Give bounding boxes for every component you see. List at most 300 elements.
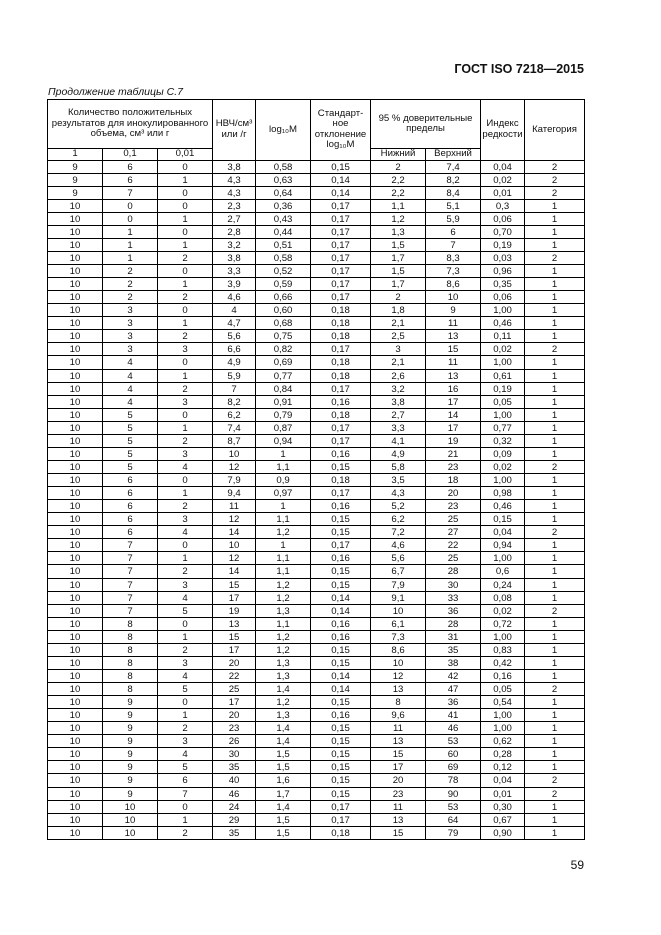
table-cell: 9 [103,774,158,787]
table-cell: 10 [48,317,103,330]
table-row [48,474,585,487]
table-cell: 7,3 [426,265,481,278]
table-cell: 0,64 [256,186,311,199]
table-row [48,487,585,500]
table-cell: 1,00 [481,630,525,643]
table-cell: 12 [213,460,256,473]
table-cell: 4,7 [213,317,256,330]
table-row [48,617,585,630]
table-cell: 17 [213,643,256,656]
table-cell: 2 [103,278,158,291]
table-cell: 0,98 [481,487,525,500]
table-cell: 10 [103,813,158,826]
table-cell: 0,06 [481,212,525,225]
table-cell: 23 [213,722,256,735]
table-cell: 0,18 [311,304,371,317]
table-cell: 0,51 [256,238,311,251]
table-cell: 0,14 [311,683,371,696]
table-row [48,578,585,591]
table-cell: 90 [426,787,481,800]
table-cell: 0,60 [256,304,311,317]
table-cell: 10 [48,735,103,748]
table-cell: 10 [48,643,103,656]
table-cell: 0,77 [256,369,311,382]
table-cell: 5 [158,683,213,696]
table-cell: 0,17 [311,813,371,826]
table-cell: 0,15 [481,513,525,526]
table-cell: 12 [213,552,256,565]
table-cell: 1 [158,630,213,643]
table-cell: 6 [426,225,481,238]
table-cell: 9 [48,186,103,199]
table-cell: 10 [48,526,103,539]
table-cell: 17 [213,696,256,709]
table-row [48,709,585,722]
table-cell: 6 [103,173,158,186]
table-row [48,591,585,604]
table-cell: 3 [103,304,158,317]
table-cell: 10 [48,265,103,278]
table-cell: 4 [103,369,158,382]
table-cell: 2 [158,291,213,304]
table-cell: 10 [103,826,158,839]
table-cell: 1 [525,304,585,317]
table-cell: 10 [48,460,103,473]
table-cell: 12 [371,669,426,682]
header-volume-2: 0,1 [103,149,158,161]
table-cell: 1,4 [256,722,311,735]
table-cell: 10 [48,748,103,761]
table-cell: 1 [158,552,213,565]
table-cell: 9 [103,735,158,748]
table-cell: 0,04 [481,526,525,539]
table-cell: 1 [525,578,585,591]
table-cell: 2 [158,382,213,395]
table-cell: 1,5 [256,826,311,839]
table-cell: 1,2 [256,526,311,539]
table-cell: 0 [158,408,213,421]
table-cell: 1,3 [256,669,311,682]
table-cell: 2 [103,291,158,304]
table-cell: 2 [158,330,213,343]
table-cell: 5 [103,421,158,434]
table-row [48,186,585,199]
table-cell: 10 [371,604,426,617]
table-cell: 0,83 [481,643,525,656]
table-cell: 53 [426,800,481,813]
table-cell: 0,17 [311,539,371,552]
table-cell: 1 [525,748,585,761]
table-cell: 6 [103,513,158,526]
table-cell: 0,17 [311,291,371,304]
table-cell: 0,82 [256,343,311,356]
table-cell: 13 [426,369,481,382]
table-cell: 0,15 [311,578,371,591]
table-cell: 13 [371,683,426,696]
table-cell: 0,09 [481,447,525,460]
table-cell: 17 [371,761,426,774]
table-cell: 0,14 [311,604,371,617]
table-cell: 0,32 [481,434,525,447]
table-cell: 5,2 [371,500,426,513]
table-cell: 1,7 [371,278,426,291]
table-cell: 1,2 [256,630,311,643]
table-cell: 0,02 [481,604,525,617]
table-cell: 3 [158,578,213,591]
table-cell: 30 [213,748,256,761]
table-cell: 4 [103,395,158,408]
table-cell: 10 [48,356,103,369]
table-row [48,813,585,826]
table-cell: 9 [48,160,103,173]
table-cell: 14 [426,408,481,421]
table-cell: 1,2 [256,591,311,604]
table-cell: 20 [213,709,256,722]
table-cell: 1 [525,278,585,291]
table-cell: 1 [103,225,158,238]
table-row [48,199,585,212]
table-cell: 5 [103,447,158,460]
table-cell: 15 [426,343,481,356]
table-cell: 1,6 [256,774,311,787]
table-cell: 9 [103,761,158,774]
table-cell: 1,5 [256,761,311,774]
table-row [48,225,585,238]
table-cell: 2 [525,683,585,696]
table-cell: 0,17 [311,343,371,356]
table-cell: 0,15 [311,460,371,473]
table-cell: 13 [426,330,481,343]
table-cell: 0,15 [311,774,371,787]
table-row [48,304,585,317]
table-cell: 0,58 [256,160,311,173]
table-cell: 0,02 [481,173,525,186]
table-cell: 19 [213,604,256,617]
table-cell: 2 [525,604,585,617]
table-cell: 3 [158,656,213,669]
table-cell: 7,3 [371,630,426,643]
table-cell: 0,79 [256,408,311,421]
table-cell: 0,68 [256,317,311,330]
table-cell: 1 [158,421,213,434]
table-cell: 7,4 [426,160,481,173]
table-row [48,251,585,264]
table-cell: 1 [158,709,213,722]
table-cell: 9 [103,722,158,735]
table-cell: 1 [256,539,311,552]
table-cell: 10 [103,800,158,813]
table-cell: 10 [48,787,103,800]
table-cell: 8 [103,656,158,669]
table-cell: 7,2 [371,526,426,539]
table-row [48,800,585,813]
table-cell: 46 [213,787,256,800]
table-cell: 0,18 [311,317,371,330]
table-cell: 8 [371,696,426,709]
table-cell: 0,16 [311,630,371,643]
table-cell: 4 [158,460,213,473]
table-cell: 78 [426,774,481,787]
table-row [48,630,585,643]
table-cell: 2 [158,643,213,656]
table-cell: 0,02 [481,460,525,473]
table-cell: 8,6 [371,643,426,656]
table-cell: 10 [48,761,103,774]
table-cell: 0,15 [311,735,371,748]
table-cell: 2,2 [371,186,426,199]
table-cell: 3 [103,317,158,330]
table-row [48,787,585,800]
table-cell: 1 [525,291,585,304]
table-cell: 17 [426,421,481,434]
table-cell: 25 [213,683,256,696]
table-cell: 0,17 [311,421,371,434]
table-cell: 8,3 [426,251,481,264]
table-cell: 4 [158,526,213,539]
table-cell: 0,05 [481,395,525,408]
table-cell: 0,35 [481,278,525,291]
table-cell: 10 [48,447,103,460]
table-cell: 1 [525,813,585,826]
table-cell: 1,2 [256,696,311,709]
table-row [48,513,585,526]
table-cell: 28 [426,565,481,578]
table-cell: 22 [426,539,481,552]
table-cell: 0,03 [481,251,525,264]
table-cell: 18 [426,474,481,487]
table-cell: 35 [426,643,481,656]
table-cell: 1 [525,265,585,278]
table-cell: 5 [103,434,158,447]
document-standard-number: ГОСТ ISO 7218—2015 [454,62,584,76]
table-cell: 0,46 [481,500,525,513]
table-cell: 0,18 [311,356,371,369]
header-volume-1: 1 [48,149,103,161]
table-cell: 2 [525,251,585,264]
page-number: 59 [570,858,584,872]
table-cell: 1 [525,735,585,748]
table-cell: 3,2 [371,382,426,395]
table-cell: 2 [158,826,213,839]
table-cell: 8,2 [213,395,256,408]
table-row [48,526,585,539]
table-cell: 0,3 [481,199,525,212]
table-cell: 0 [158,199,213,212]
table-cell: 1 [525,591,585,604]
table-cell: 0,17 [311,238,371,251]
table-cell: 0,43 [256,212,311,225]
table-cell: 3 [158,735,213,748]
table-cell: 4,3 [371,487,426,500]
table-row [48,238,585,251]
table-cell: 20 [426,487,481,500]
table-cell: 0,58 [256,251,311,264]
header-positive-results: Количество положительных результатов для инокулированного объема, см³ или г [48,100,213,149]
table-cell: 23 [371,787,426,800]
table-cell: 7,9 [371,578,426,591]
table-cell: 10 [48,630,103,643]
table-cell: 0,04 [481,774,525,787]
table-cell: 0,11 [481,330,525,343]
table-cell: 0,77 [481,421,525,434]
table-cell: 1 [256,447,311,460]
table-cell: 10 [48,278,103,291]
table-cell: 0 [158,160,213,173]
table-cell: 10 [48,500,103,513]
table-cell: 0,16 [311,395,371,408]
table-cell: 0,15 [311,643,371,656]
table-cell: 0,15 [311,696,371,709]
table-cell: 1 [158,813,213,826]
header-confidence-limits: 95 % доверительные пределы [371,100,481,149]
table-cell: 47 [426,683,481,696]
table-cell: 0,15 [311,748,371,761]
table-cell: 64 [426,813,481,826]
table-cell: 79 [426,826,481,839]
table-cell: 1 [525,630,585,643]
header-mpn: НВЧ/см³ или /г [213,100,256,161]
table-cell: 3 [158,395,213,408]
table-cell: 10 [48,591,103,604]
table-cell: 0,97 [256,487,311,500]
table-cell: 10 [48,408,103,421]
table-cell: 3,3 [213,265,256,278]
table-cell: 0,05 [481,683,525,696]
table-cell: 1 [158,278,213,291]
table-cell: 4,3 [213,173,256,186]
table-cell: 0,15 [311,160,371,173]
table-cell: 1,4 [256,800,311,813]
header-log: log₁₀M [256,100,311,161]
table-cell: 0 [158,617,213,630]
table-cell: 1,1 [256,460,311,473]
table-cell: 10 [48,238,103,251]
table-cell: 1,8 [371,304,426,317]
table-cell: 10 [48,434,103,447]
table-cell: 0,9 [256,474,311,487]
table-cell: 1 [525,513,585,526]
table-cell: 0,17 [311,434,371,447]
table-cell: 4,6 [371,539,426,552]
table-row [48,291,585,304]
table-cell: 0,72 [481,617,525,630]
table-cell: 0,17 [311,800,371,813]
table-cell: 0,19 [481,382,525,395]
table-row [48,330,585,343]
table-row [48,278,585,291]
table-cell: 5 [103,408,158,421]
table-cell: 0,69 [256,356,311,369]
table-cell: 1 [525,317,585,330]
table-cell: 25 [426,552,481,565]
table-cell: 1 [158,238,213,251]
table-cell: 0 [158,265,213,278]
table-cell: 1,00 [481,304,525,317]
table-cell: 10 [48,774,103,787]
table-cell: 1 [525,238,585,251]
table-cell: 1,1 [256,617,311,630]
table-cell: 2 [525,787,585,800]
table-cell: 4,1 [371,434,426,447]
table-cell: 2,8 [213,225,256,238]
table-cell: 1,00 [481,722,525,735]
table-cell: 1 [256,500,311,513]
table-cell: 8,2 [426,173,481,186]
table-cell: 1,2 [256,578,311,591]
header-volume-3: 0,01 [158,149,213,161]
table-cell: 0,15 [311,565,371,578]
table-cell: 0,01 [481,787,525,800]
table-cell: 0 [158,186,213,199]
table-cell: 10 [48,251,103,264]
table-cell: 17 [426,395,481,408]
table-cell: 1 [158,369,213,382]
header-rarity-index: Индекс редкости [481,100,525,161]
table-cell: 0,15 [311,722,371,735]
table-row [48,604,585,617]
table-cell: 0,63 [256,173,311,186]
table-cell: 10 [48,565,103,578]
table-cell: 1,00 [481,474,525,487]
table-cell: 0,6 [481,565,525,578]
table-cell: 9 [426,304,481,317]
table-cell: 0,08 [481,591,525,604]
table-cell: 1 [525,565,585,578]
table-cell: 10 [48,225,103,238]
table-cell: 2,7 [371,408,426,421]
table-cell: 0,17 [311,382,371,395]
table-cell: 0,12 [481,761,525,774]
table-cell: 0,14 [311,669,371,682]
table-cell: 2,1 [371,356,426,369]
table-cell: 20 [213,656,256,669]
table-cell: 4,9 [371,447,426,460]
table-cell: 1 [525,225,585,238]
table-cell: 0 [158,800,213,813]
table-cell: 0,28 [481,748,525,761]
table-cell: 46 [426,722,481,735]
table-cell: 15 [371,826,426,839]
table-cell: 2 [158,722,213,735]
table-cell: 10 [48,395,103,408]
table-cell: 0,59 [256,278,311,291]
table-cell: 2 [158,434,213,447]
table-row [48,696,585,709]
table-row [48,212,585,225]
table-cell: 1 [525,539,585,552]
table-cell: 0,61 [481,369,525,382]
table-cell: 29 [213,813,256,826]
table-cell: 0,84 [256,382,311,395]
table-cell: 53 [426,735,481,748]
table-cell: 8 [103,683,158,696]
table-cell: 41 [426,709,481,722]
table-cell: 0,18 [311,408,371,421]
table-cell: 3 [158,343,213,356]
table-cell: 1 [525,212,585,225]
table-row [48,500,585,513]
table-cell: 2 [525,186,585,199]
table-cell: 60 [426,748,481,761]
table-cell: 1 [525,434,585,447]
table-cell: 0,67 [481,813,525,826]
table-cell: 3,2 [213,238,256,251]
table-cell: 0,15 [311,787,371,800]
table-cell: 3,5 [371,474,426,487]
table-cell: 14 [213,526,256,539]
table-cell: 0,46 [481,317,525,330]
table-cell: 8 [103,617,158,630]
